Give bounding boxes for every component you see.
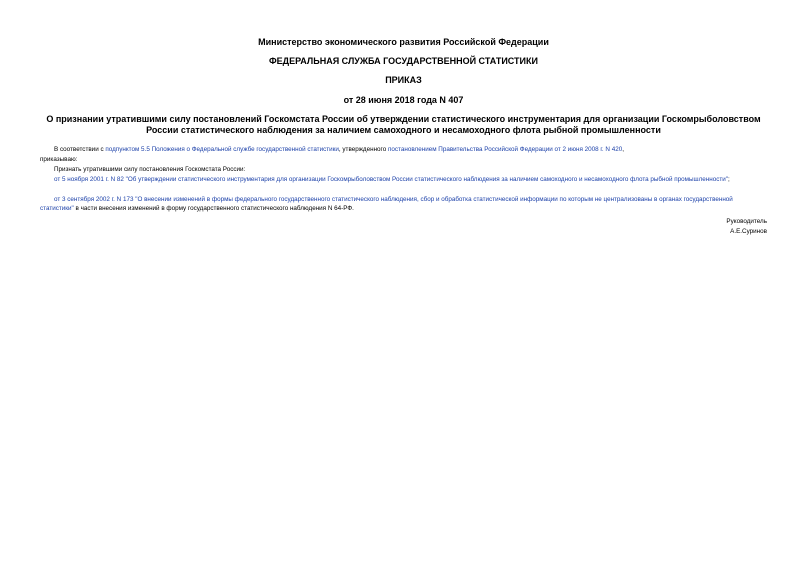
link-regulation-subclause[interactable]: подпунктом 5.5 Положения о Федеральной службе государственной статистики (105, 146, 339, 153)
service-name: ФЕДЕРАЛЬНАЯ СЛУЖБА ГОСУДАРСТВЕННОЙ СТАТИСТИКИ (269, 56, 538, 66)
signature-name: А.Е.Суринов (730, 228, 767, 235)
paragraph-text: ; (728, 176, 730, 183)
link-government-resolution[interactable]: постановлением Правительства Российской Федерации от 2 июня 2008 г. N 420 (387, 146, 623, 153)
paragraph-item-2 (40, 196, 767, 213)
paragraph-order: приказываю: (40, 156, 78, 163)
link-resolution-173[interactable]: от 3 сентября 2002 г. N 173 "О внесении изменений в формы федерального государственного статистического наблюдения, сбор и обработка статистической информации по которым не централизованы в органах государственной статистики" (40, 196, 733, 212)
ministry-name: Министерство экономического развития Российской Федерации (258, 37, 549, 47)
document-date-number: от 28 июня 2018 года N 407 (343, 95, 464, 105)
paragraph-revoke: Признать утратившими силу постановления Госкомстата России: (54, 166, 246, 173)
paragraph-text: в части внесения изменений в форму государственного статистического наблюдения N 64-РФ. (73, 204, 354, 212)
link-resolution-82[interactable]: от 5 ноября 2001 г. N 82 "Об утверждении статистического инструментария для организации Госкомрыболовством России статистического наблюдения за наличием самоходного и несамоходного флота рыбной промышленности" (54, 176, 728, 183)
paragraph-text: В соответствии с (54, 146, 106, 153)
document-title: О признании утратившими силу постановлений Госкомстата России об утверждении статистического инструментария для организации Госкомрыболовством России статистического наблюдения за наличием самоходного и несамоходного флота рыбной промышленности (46, 114, 761, 135)
signature-position: Руководитель (726, 218, 767, 225)
paragraph-text: , (622, 146, 624, 153)
paragraph-basis (40, 146, 767, 155)
document-type: ПРИКАЗ (385, 75, 422, 85)
paragraph-item-1 (40, 176, 767, 185)
paragraph-text: , утвержденного (338, 146, 388, 153)
